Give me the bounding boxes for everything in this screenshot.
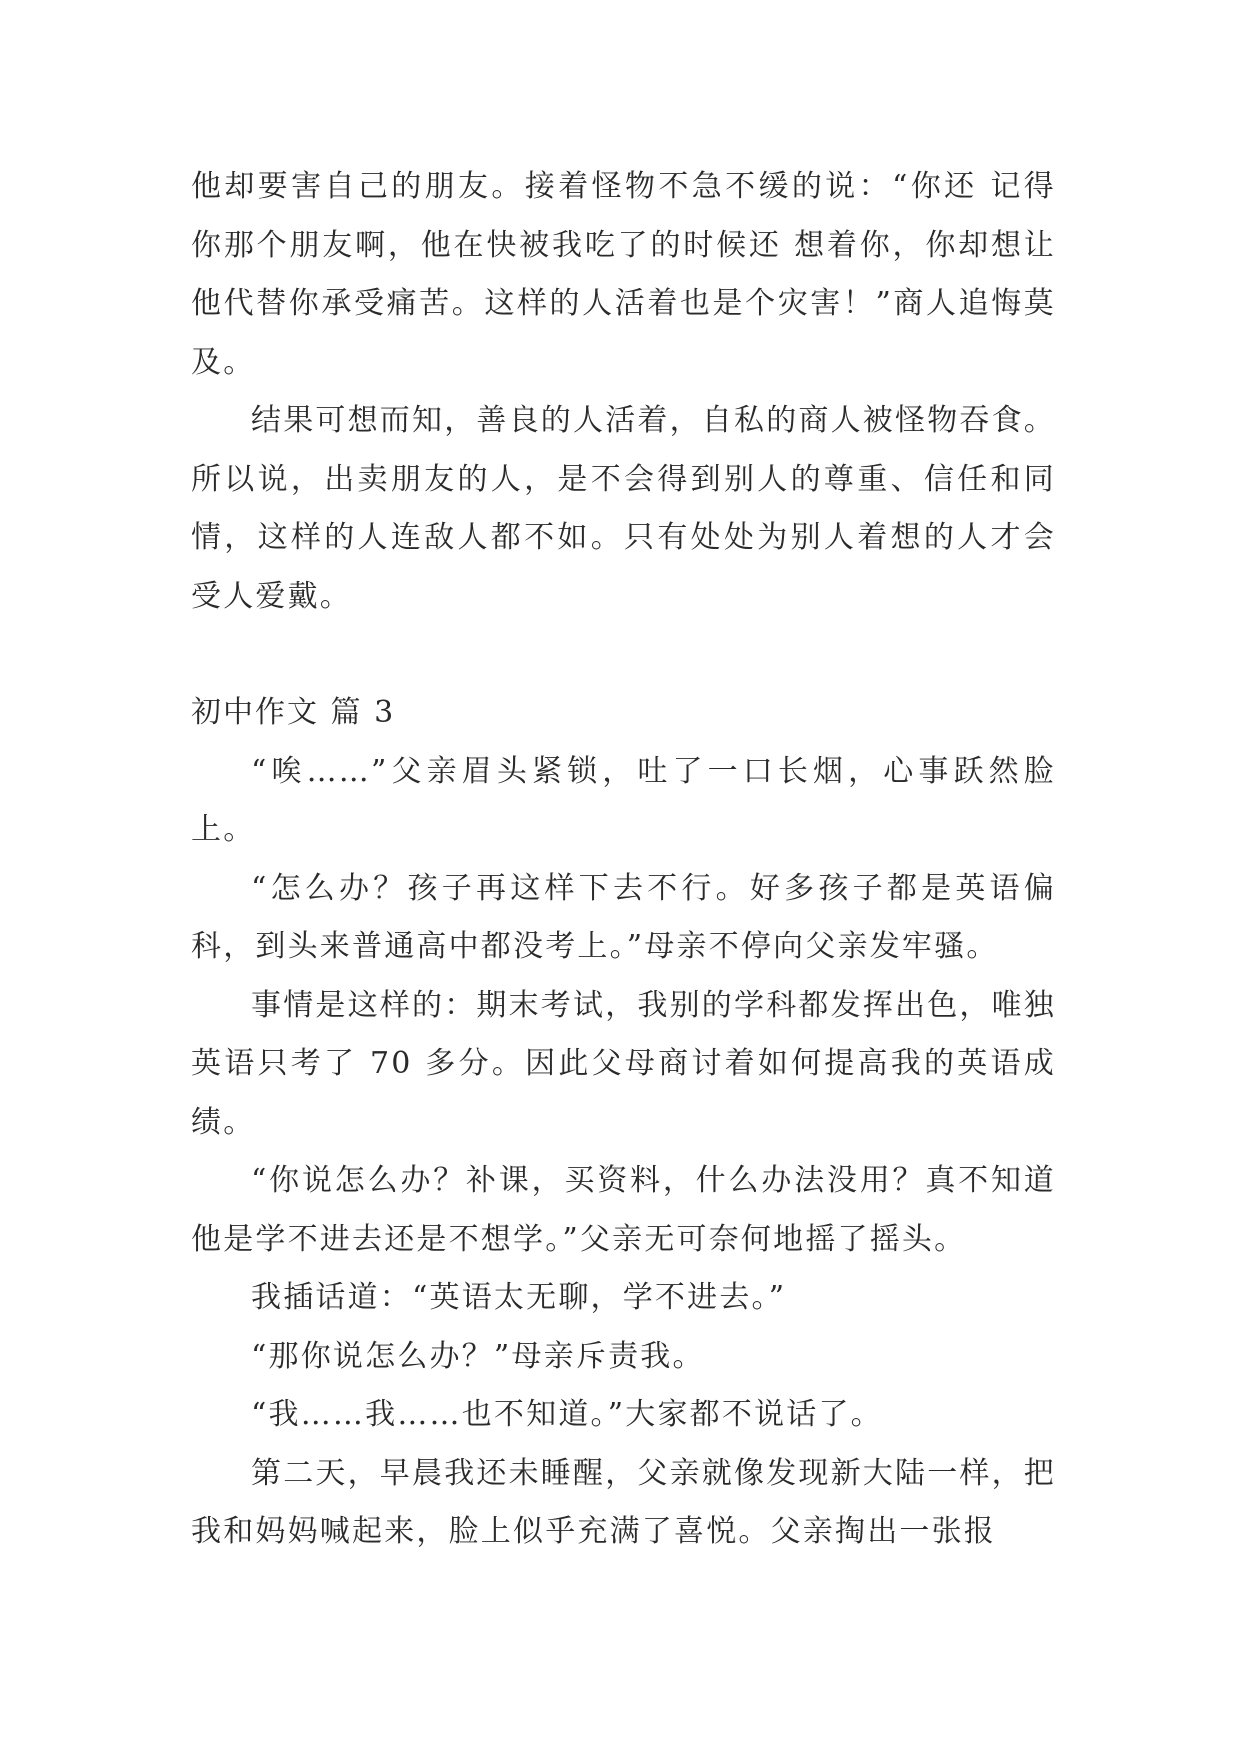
paragraph-father-question: “你说怎么办？补课，买资料，什么办法没用？真不知道他是学不进去还是不想学。”父亲无可奈何地摇了摇头。 bbox=[191, 1163, 1056, 1257]
document-body bbox=[191, 158, 1056, 1562]
paragraph-silence: “我……我……也不知道。”大家都不说话了。 bbox=[251, 1397, 883, 1432]
paragraph-sigh: “唉……”父亲眉头紧锁，吐了一口长烟，心事跃然脸上。 bbox=[191, 753, 1056, 847]
paragraph-continued: 他却要害自己的朋友。接着怪物不急不缓的说：“你还 记得你那个朋友啊，他在快被我吃了的时候还 想着你，你却想让他代替你承受痛苦。这样的人活着也是个灾害！”商人追悔莫及。 bbox=[191, 169, 1056, 380]
paragraph-interjection: 我插话道：“英语太无聊，学不进去。” bbox=[251, 1280, 787, 1315]
paragraph-mother-complaint: “怎么办？孩子再这样下去不行。好多孩子都是英语偏科，到头来普通高中都没考上。”母亲不停向父亲发牢骚。 bbox=[191, 870, 1056, 964]
paragraph-exam-context: 事情是这样的：期末考试，我别的学科都发挥出色，唯独英语只考了 70 多分。因此父母商讨着如何提高我的英语成绩。 bbox=[191, 987, 1056, 1140]
paragraph-conclusion: 结果可想而知，善良的人活着，自私的商人被怪物吞食。所以说，出卖朋友的人，是不会得到别人的尊重、信任和同情，这样的人连敌人都不如。只有处处为别人着想的人才会受人爱戴。 bbox=[191, 403, 1056, 614]
paragraph-mother-scold: “那你说怎么办？”母亲斥责我。 bbox=[251, 1338, 705, 1374]
section-heading: 初中作文 篇 3 bbox=[191, 695, 396, 730]
paragraph-next-day: 第二天，早晨我还未睡醒，父亲就像发现新大陆一样，把我和妈妈喊起来，脸上似乎充满了喜悦。父亲掏出一张报 bbox=[191, 1455, 1056, 1549]
